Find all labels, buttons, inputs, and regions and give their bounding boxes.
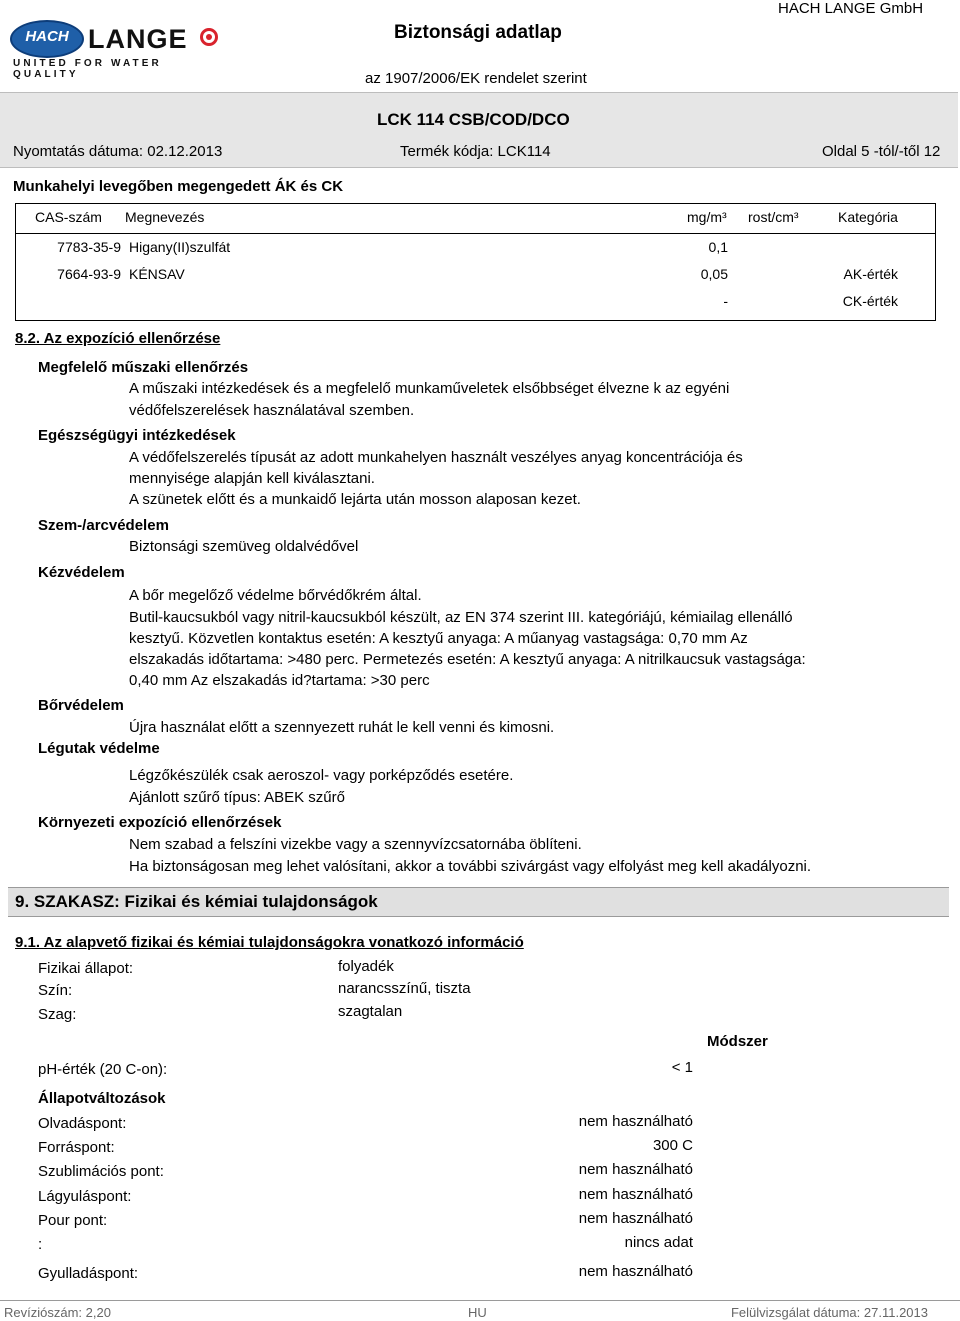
product-code: Termék kódja: LCK114	[400, 143, 551, 160]
pour-label: Pour pont:	[38, 1212, 108, 1229]
table-row-category: AK-érték	[843, 266, 898, 282]
table-row-mg: 0,05	[700, 266, 728, 282]
product-name: LCK 114 CSB/COD/DCO	[377, 110, 570, 129]
health-heading: Egészségügyi intézkedések	[38, 427, 236, 444]
flash-label: Gyulladáspont:	[38, 1265, 139, 1282]
hand-heading: Kézvédelem	[38, 564, 125, 581]
health-text-1: A védőfelszerelés típusát az adott munkahelyen használt veszélyes anyag koncentrációja és	[129, 449, 743, 466]
resp-heading: Légutak védelme	[38, 740, 160, 757]
method-heading: Módszer	[707, 1033, 768, 1050]
target-icon	[200, 28, 218, 46]
subl-label: Szublimációs pont:	[38, 1163, 164, 1180]
logo-lange-text: LANGE	[88, 24, 188, 54]
table-row-mg: -	[723, 293, 728, 309]
col-mg: mg/m³	[687, 209, 727, 225]
resp-text-2: Ajánlott szűrő típus: ABEK szűrő	[129, 789, 345, 806]
boil-value: 300 C	[652, 1137, 693, 1154]
page-footer	[0, 1300, 960, 1321]
tech-heading: Megfelelő műszaki ellenőrzés	[38, 359, 249, 376]
odor-value: szagtalan	[338, 1003, 403, 1020]
doc-title: Biztonsági adatlap	[394, 22, 562, 43]
hach-lange-logo	[10, 14, 220, 80]
hand-text-3: kesztyű. Közvetlen kontaktus esetén: A kesztyű anyaga: A műanyag vastagsága: 0,70 mm Az	[129, 630, 748, 647]
table-row-name: Higany(II)szulfát	[129, 239, 231, 255]
hand-text-4: elszakadás időtartama: >480 perc. Permetezés esetén: A kesztyű anyaga: A nitrilkaucsuk vastagsága:	[129, 651, 806, 668]
skin-heading: Bőrvédelem	[38, 697, 124, 714]
revision-number: Revíziószám: 2,20	[4, 1305, 111, 1320]
env-text-1: Nem szabad a felszíni vizekbe vagy a szennyvízcsatornába öblíteni.	[129, 836, 582, 853]
boil-label: Forráspont:	[38, 1139, 115, 1156]
table-header-divider	[16, 233, 935, 234]
env-heading: Környezeti expozíció ellenőrzések	[38, 814, 282, 831]
tech-text-2: védőfelszerelések használatával szemben.	[129, 402, 415, 419]
limits-title: Munkahelyi levegőben megengedett ÁK és CK	[13, 178, 344, 195]
table-row-cas: 7783-35-9	[57, 239, 121, 255]
state-label: Fizikai állapot:	[38, 960, 134, 977]
hand-text-5: 0,40 mm Az elszakadás id?tartama: >30 perc	[129, 672, 430, 689]
health-text-3: A szünetek előtt és a munkaidő lejárta után mosson alaposan kezet.	[129, 491, 581, 508]
logo-hach-text: HACH	[25, 28, 69, 45]
hand-text-1: A bőr megelőző védelme bőrvédőkrém által.	[129, 587, 422, 604]
col-category: Kategória	[838, 209, 898, 225]
soft-label: Lágyuláspont:	[38, 1188, 132, 1205]
state-value: folyadék	[338, 958, 394, 975]
col-rost: rost/cm³	[748, 209, 799, 225]
company-name: HACH LANGE GmbH	[778, 0, 924, 17]
table-row-mg: 0,1	[708, 239, 728, 255]
col-name: Megnevezés	[125, 209, 205, 225]
section-9-1-title: 9.1. Az alapvető fizikai és kémiai tulajdonságokra vonatkozó információ	[15, 934, 524, 951]
page-number: Oldal 5 -tól/-től 12	[822, 143, 941, 160]
env-text-2: Ha biztonságosan meg lehet valósítani, akkor a további szivárgást vagy elfolyást meg kell akadályozni.	[129, 858, 812, 875]
print-date: Nyomtatás dátuma: 02.12.2013	[13, 143, 223, 160]
table-row-category: CK-érték	[842, 293, 898, 309]
language-code: HU	[468, 1305, 487, 1320]
color-value: narancsszínű, tiszta	[338, 980, 471, 997]
section-9-title: 9. SZAKASZ: Fizikai és kémiai tulajdonságok	[15, 892, 378, 911]
flash-value: nem használható	[578, 1263, 693, 1280]
exposure-title: 8.2. Az expozíció ellenőrzése	[15, 330, 221, 347]
ph-value: < 1	[671, 1059, 693, 1076]
unnamed-value: nincs adat	[624, 1234, 693, 1251]
review-date: Felülvizsgálat dátuma: 27.11.2013	[730, 1305, 928, 1320]
skin-text-1: Újra használat előtt a szennyezett ruhát le kell venni és kimosni.	[129, 719, 555, 736]
odor-label: Szag:	[38, 1006, 77, 1023]
ph-label: pH-érték (20 C-on):	[38, 1061, 168, 1078]
eye-text-1: Biztonsági szemüveg oldalvédővel	[129, 538, 359, 555]
table-row-cas: 7664-93-9	[57, 266, 121, 282]
resp-text-1: Légzőkészülék csak aeroszol- vagy porképződés esetére.	[129, 767, 514, 784]
logo-tagline: UNITED FOR WATER QUALITY	[13, 58, 162, 80]
color-label: Szín:	[38, 982, 73, 999]
subl-value: nem használható	[578, 1161, 693, 1178]
regulation-text: az 1907/2006/EK rendelet szerint	[365, 70, 587, 87]
unnamed-label: :	[38, 1236, 43, 1253]
table-row-name: KÉNSAV	[129, 266, 185, 282]
melt-label: Olvadáspont:	[38, 1115, 127, 1132]
melt-value: nem használható	[578, 1113, 693, 1130]
soft-value: nem használható	[578, 1186, 693, 1203]
col-cas: CAS-szám	[35, 209, 102, 225]
pour-value: nem használható	[578, 1210, 693, 1227]
state-changes-heading: Állapotváltozások	[38, 1090, 166, 1107]
eye-heading: Szem-/arcvédelem	[38, 517, 169, 534]
health-text-2: mennyisége alapján kell kiválasztani.	[129, 470, 375, 487]
tech-text-1: A műszaki intézkedések és a megfelelő munkaműveletek elsőbbséget élvezne k az egyéni	[129, 380, 730, 397]
hand-text-2: Butil-kaucsukból vagy nitril-kaucsukból készült, az EN 374 szerint III. kategóriájú, kémiailag ellenálló	[129, 609, 793, 626]
